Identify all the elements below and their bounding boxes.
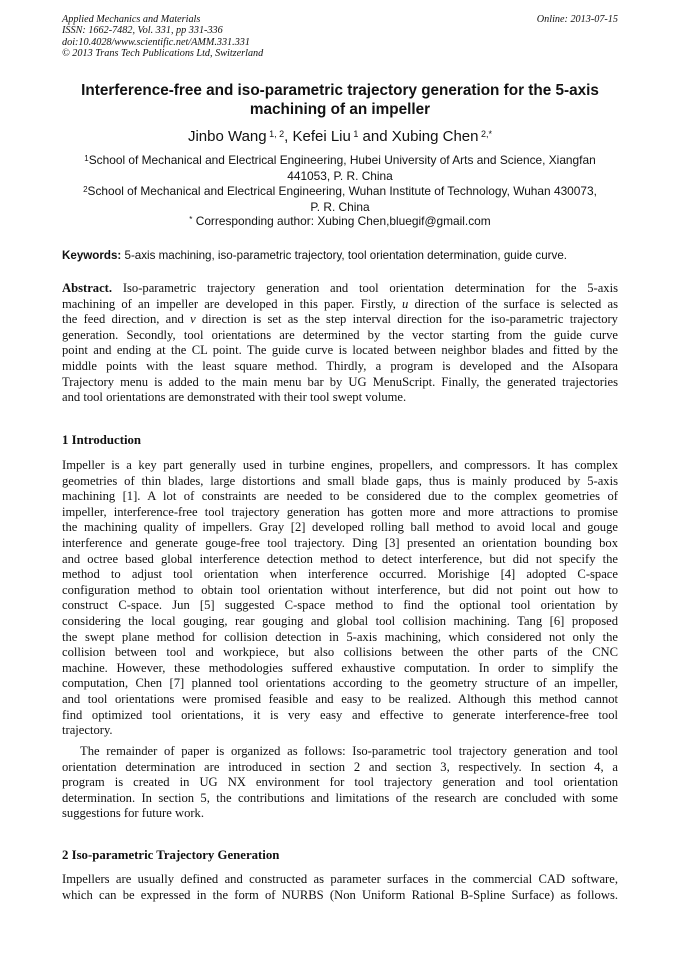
introduction-paragraph-2 [62,744,618,822]
affiliation-1-mark: 1 [84,154,89,163]
intro-line: geometries of thin blades, large distortions and small blade gaps, thus is mainly produced by 5-axis [62,473,618,488]
keywords-label: Keywords: [62,249,122,262]
author-list [62,127,618,147]
author-3: and Xubing Chen [358,128,479,145]
intro-line: collision between tool and workpiece, but also collisions between the other parts of the CNC [62,645,618,660]
intro-line: computation, Chen [7] planned tool orientations according to the geometry structure of an impeller, [62,676,618,691]
intro-line: the machining quality of impellers. Gray [2] developed rolling ball method to avoid local and gouge [62,520,618,535]
intro-line: configuration method to obtain tool orientation without interference, but did not point out how to [62,582,618,597]
intro-line: orientation determination are introduced in section 2 and section 3, respectively. In section 4, a [62,759,618,774]
abstract-line: generation. Secondly, tool orientations are determined by the vector starting from the guide curve [62,327,618,342]
affiliation-2 [62,184,618,215]
intro-line: impeller, interference-free tool trajectory generation has gotten more and more attractions to promise [62,504,618,519]
keywords [62,248,618,263]
author-1-affil: 1, 2 [269,129,285,139]
abstract-line: machining of an impeller are developed in this paper. Firstly, u direction of the surface is selected as [62,296,618,311]
paper-title [62,81,618,119]
online-date: Online: 2013-07-15 [536,14,618,25]
abstract-line: Trajectory menu is added to the main menu bar by UG MenuScript. Finally, the generated trajectories [62,374,618,389]
intro-line: machine. However, these methodologies suffered exhaustive computation. In order to simplify the [62,660,618,675]
intro-line: and octree based global interference detection method to detect interference, but did not specify the [62,551,618,566]
intro-line: suggestions for future work. [62,806,205,821]
journal-name: Applied Mechanics and Materials [62,14,201,25]
abstract [62,281,618,406]
intro-line: considering the local gouging, rear gouging and global tool collision machining. Tang [6] proposed [62,613,618,628]
abstract-line: middle points with the least square method. Thirdly, a program is developed and the AIsopara [62,358,618,373]
section2-line: which can be expressed in the form of NURBS (Non Uniform Rational B-Spline Surface) as follows. [62,887,618,902]
intro-line: trajectory. [62,723,113,738]
intro-line: the swept plane method for collision detection in 5-axis machining, which considered not only the [62,629,618,644]
author-1: Jinbo Wang [187,128,267,145]
keywords-text: 5-axis machining, iso-parametric trajectory, tool orientation determination, guide curve. [121,249,567,262]
abstract-line: point and ending at the CL point. The guide curve is located between neighbor blades and fitted by the [62,343,618,358]
intro-line: Impeller is a key part generally used in turbine engines, propellers, and compressors. It has complex [62,458,618,472]
author-3-affil: 2,* [481,129,493,139]
intro-line: find optimized tool orientations, it is very easy and effective to generate interference-free tool [62,707,618,722]
abstract-line: the feed direction, and v direction is set as the step interval direction for the iso-parametric trajectory [62,312,618,327]
corresponding-mark: * [189,215,193,224]
section-heading-introduction: 1 Introduction [62,433,142,447]
section2-line: Impellers are usually defined and constructed as parameter surfaces in the commercial CAD software, [62,872,618,886]
affiliation-2-line-1: School of Mechanical and Electrical Engineering, Wuhan Institute of Technology, Wuhan 430073, [87,184,597,198]
affiliation-2-mark: 2 [83,185,88,194]
author-2-affil: 1 [353,129,359,139]
doi: doi:10.4028/www.scientific.net/AMM.331.331 [62,36,250,48]
affiliation-1-line-2: 441053, P. R. China [287,168,393,183]
abstract-line: and tool orientations are demonstrated with their tool swept volume. [62,390,407,405]
intro-line: determination. In section 5, the contributions and limitations of the research are concluded with some [62,790,618,805]
copyright: © 2013 Trans Tech Publications Ltd, Switzerland [62,47,264,59]
intro-line: and tool orientations were promised feasible and easy to be realized. Although this method cannot [62,691,618,706]
section2-paragraph-1 [62,872,618,903]
journal-header [62,14,618,59]
intro-line: The remainder of paper is organized as follows: Iso-parametric tool trajectory generation and tool [80,744,618,758]
title-line-1: Interference-free and iso-parametric trajectory generation for the 5-axis [81,82,599,99]
intro-line: program is created in UG NX environment for tool trajectory generation and tool orientation [62,775,618,790]
author-2: , Kefei Liu [284,128,351,145]
corresponding-text: Corresponding author: Xubing Chen,bluegif@gmail.com [192,214,491,228]
affiliation-1-line-1: School of Mechanical and Electrical Engineering, Hubei University of Arts and Science, Xiangfan [88,153,596,167]
intro-line: construct C-space. Jun [5] suggested C-space method to find the optional tool orientation by [62,598,618,613]
section-heading-iso-parametric: 2 Iso-parametric Trajectory Generation [62,848,280,862]
introduction-paragraph-1 [62,458,618,739]
intro-line: machining [1]. A lot of constraints are needed to be considered due to the complex geometries of [62,489,618,504]
intro-line: method to adjust tool orientation when interference occurred. Morishige [4] adopted C-space [62,567,618,582]
affiliation-1 [62,153,618,184]
corresponding-author [62,214,618,230]
affiliation-2-line-2: P. R. China [310,199,370,214]
intro-line: interference and generate gouge-free tool trajectory. Ding [3] presented an orientation bounding box [62,535,618,550]
issn: ISSN: 1662-7482, Vol. 331, pp 331-336 [62,25,223,37]
abstract-line: Abstract. Iso-parametric trajectory generation and tool orientation determination for the 5-axis [62,281,618,295]
title-line-2: machining of an impeller [249,101,431,118]
